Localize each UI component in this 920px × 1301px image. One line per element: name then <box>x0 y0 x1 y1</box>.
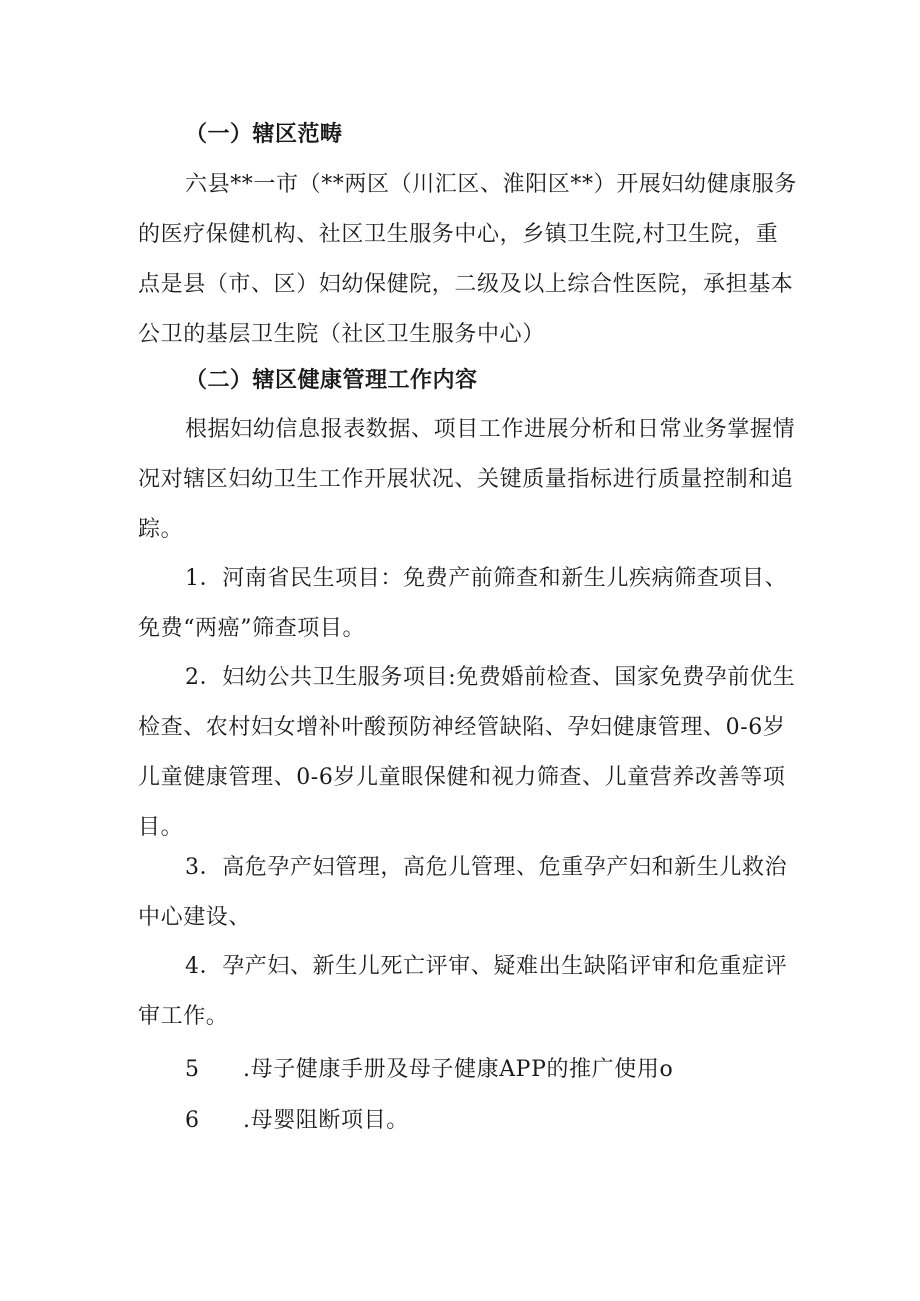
section-1-paragraph: 六县**一市（**两区（川汇区、淮阳区**）开展妇幼健康服务的医疗保健机构、社区卫生服务中心，乡镇卫生院,村卫生院，重点是县（市、区）妇幼保健院，二级及以上综合性医院，承担基本公卫的基层卫生院（社区卫生服务中心） <box>138 172 798 347</box>
list-item-5 <box>185 1055 673 1085</box>
list-item-1: 1．河南省民生项目：免费产前筛查和新生儿疾病筛查项目、免费“两癌”筛查项目。 <box>138 566 788 641</box>
section-2-paragraph: 根据妇幼信息报表数据、项目工作进展分析和日常业务掌握情况对辖区妇幼卫生工作开展状况、关键质量指标进行质量控制和追踪。 <box>138 417 796 542</box>
list-item-4: 4．孕产妇、新生儿死亡评审、疑难出生缺陷评审和危重症评审工作。 <box>138 954 788 1029</box>
list-item-6 <box>185 1106 409 1136</box>
list-item-3: 3．高危孕产妇管理，高危儿管理、危重孕产妇和新生儿救治中心建设、 <box>138 855 788 930</box>
list-item-5-number: 5 <box>185 1057 200 1082</box>
list-item-5-text: .母子健康手册及母子健康APP的推广使用o <box>243 1057 674 1082</box>
section-1-heading: （一）辖区范畴 <box>185 122 343 147</box>
list-item-2: 2．妇幼公共卫生服务项目:免费婚前检查、国家免费孕前优生检查、农村妇女增补叶酸预防神经管缺陷、孕妇健康管理、0-6岁儿童健康管理、0-6岁儿童眼保健和视力筛查、儿童营养改善等项目。 <box>138 665 796 840</box>
list-item-6-number: 6 <box>185 1108 200 1133</box>
section-2-heading: （二）辖区健康管理工作内容 <box>185 368 478 393</box>
list-item-6-text: .母婴阻断项目。 <box>243 1108 409 1133</box>
